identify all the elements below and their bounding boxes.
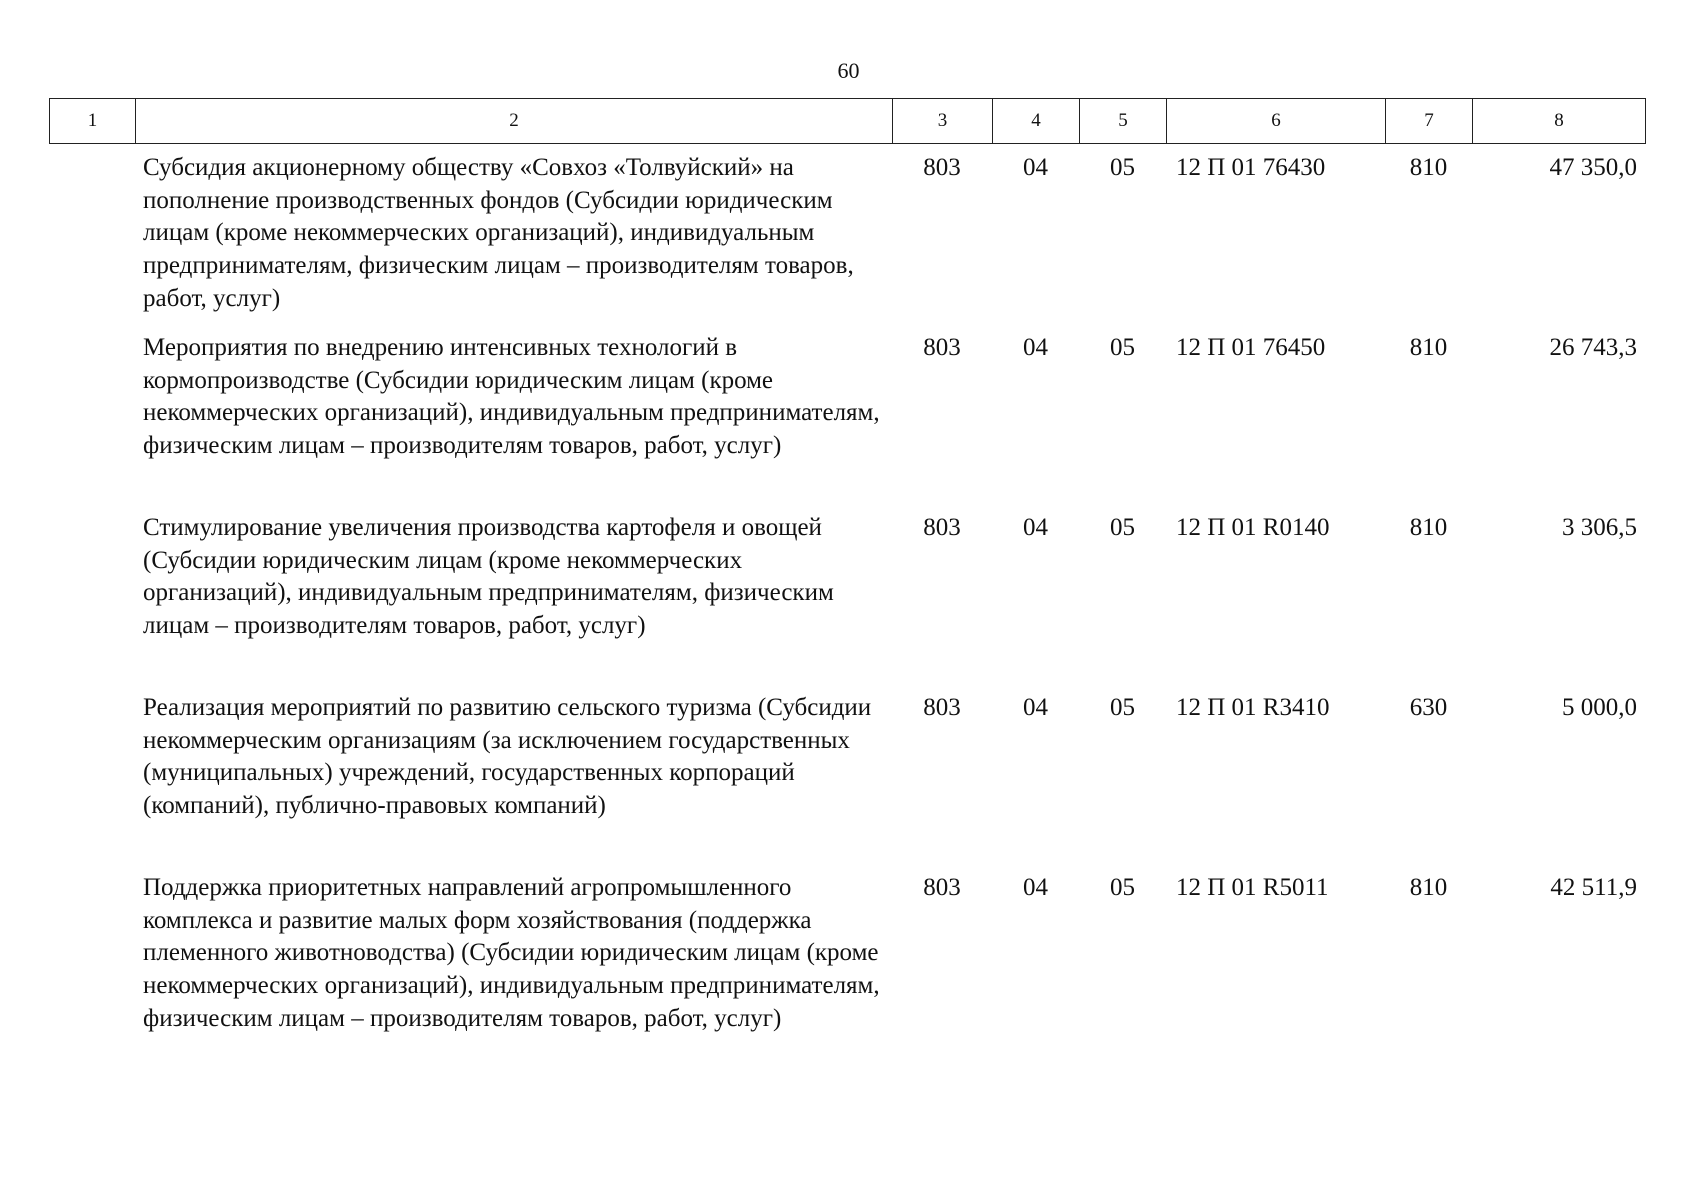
table-body — [49, 152, 1645, 1052]
row-number — [49, 152, 135, 332]
row-rz: 04 — [1023, 874, 1048, 901]
column-header-8: 8 — [1473, 99, 1646, 144]
row-pr: 05 — [1110, 694, 1135, 721]
row-name: Реализация мероприятий по развитию сельского туризма (Субсидии некоммерческим организациям (за исключением государственных (муниципальных) учреждений, государственных корпораций (компаний), публично-правовых компаний) — [143, 694, 872, 820]
table-row — [49, 152, 1645, 332]
row-vr: 810 — [1409, 334, 1448, 361]
row-ved: 803 — [923, 694, 961, 721]
column-header-table — [49, 98, 1646, 144]
column-header-4: 4 — [993, 99, 1080, 144]
row-number — [49, 332, 135, 512]
row-csr: 12 П 01 R0140 — [1176, 514, 1330, 541]
row-ved: 803 — [923, 874, 961, 901]
row-pr: 05 — [1110, 514, 1135, 541]
row-csr: 12 П 01 R3410 — [1176, 694, 1330, 721]
column-header-2: 2 — [136, 99, 893, 144]
row-sum: 3 306,5 — [1562, 514, 1637, 541]
column-header-row — [50, 99, 1646, 144]
row-ved: 803 — [923, 514, 961, 541]
column-header-7: 7 — [1386, 99, 1473, 144]
row-number — [49, 872, 135, 1052]
row-sum: 47 350,0 — [1549, 154, 1637, 181]
row-ved: 803 — [923, 334, 961, 361]
row-csr: 12 П 01 76430 — [1176, 154, 1326, 181]
table-row — [49, 692, 1645, 872]
column-header-6: 6 — [1167, 99, 1386, 144]
row-rz: 04 — [1023, 694, 1048, 721]
table-row — [49, 512, 1645, 692]
row-pr: 05 — [1110, 154, 1135, 181]
row-name: Поддержка приоритетных направлений агропромышленного комплекса и развитие малых форм хозяйствования (поддержка племенного животноводства) (Субсидии юридическим лицам (кроме некоммерческих организаций), индивидуальным предпринимателям, физическим лицам – производителям товаров, работ, услуг) — [143, 874, 880, 1032]
row-rz: 04 — [1023, 154, 1048, 181]
row-name: Стимулирование увеличения производства картофеля и овощей (Субсидии юридическим лицам (кроме некоммерческих организаций), индивидуальным предпринимателям, физическим лицам – производителям товаров, работ, услуг) — [143, 514, 834, 640]
row-sum: 42 511,9 — [1550, 874, 1637, 901]
row-vr: 810 — [1409, 154, 1448, 181]
row-pr: 05 — [1110, 874, 1135, 901]
row-ved: 803 — [923, 154, 961, 181]
row-rz: 04 — [1023, 334, 1048, 361]
page-number: 60 — [837, 58, 860, 83]
row-vr: 630 — [1409, 694, 1448, 721]
row-csr: 12 П 01 76450 — [1176, 334, 1326, 361]
row-name: Мероприятия по внедрению интенсивных технологий в кормопроизводстве (Субсидии юридическим лицам (кроме некоммерческих организаций), индивидуальным предпринимателям, физическим лицам – производителям товаров, работ, услуг) — [143, 334, 880, 460]
column-header-1: 1 — [50, 99, 136, 144]
table-row — [49, 332, 1645, 512]
row-number — [49, 512, 135, 692]
row-name: Субсидия акционерному обществу «Совхоз «Толвуйский» на пополнение производственных фондов (Субсидии юридическим лицам (кроме некоммерческих организаций), индивидуальным предпринимателям, физическим лицам – производителям товаров, работ, услуг) — [143, 154, 854, 312]
table-row — [49, 872, 1645, 1052]
row-vr: 810 — [1409, 514, 1448, 541]
column-header-5: 5 — [1080, 99, 1167, 144]
row-sum: 5 000,0 — [1562, 694, 1637, 721]
row-pr: 05 — [1110, 334, 1135, 361]
row-csr: 12 П 01 R5011 — [1176, 874, 1329, 901]
row-number — [49, 692, 135, 872]
row-rz: 04 — [1023, 514, 1048, 541]
column-header-3: 3 — [893, 99, 993, 144]
row-sum: 26 743,3 — [1549, 334, 1637, 361]
row-vr: 810 — [1409, 874, 1448, 901]
